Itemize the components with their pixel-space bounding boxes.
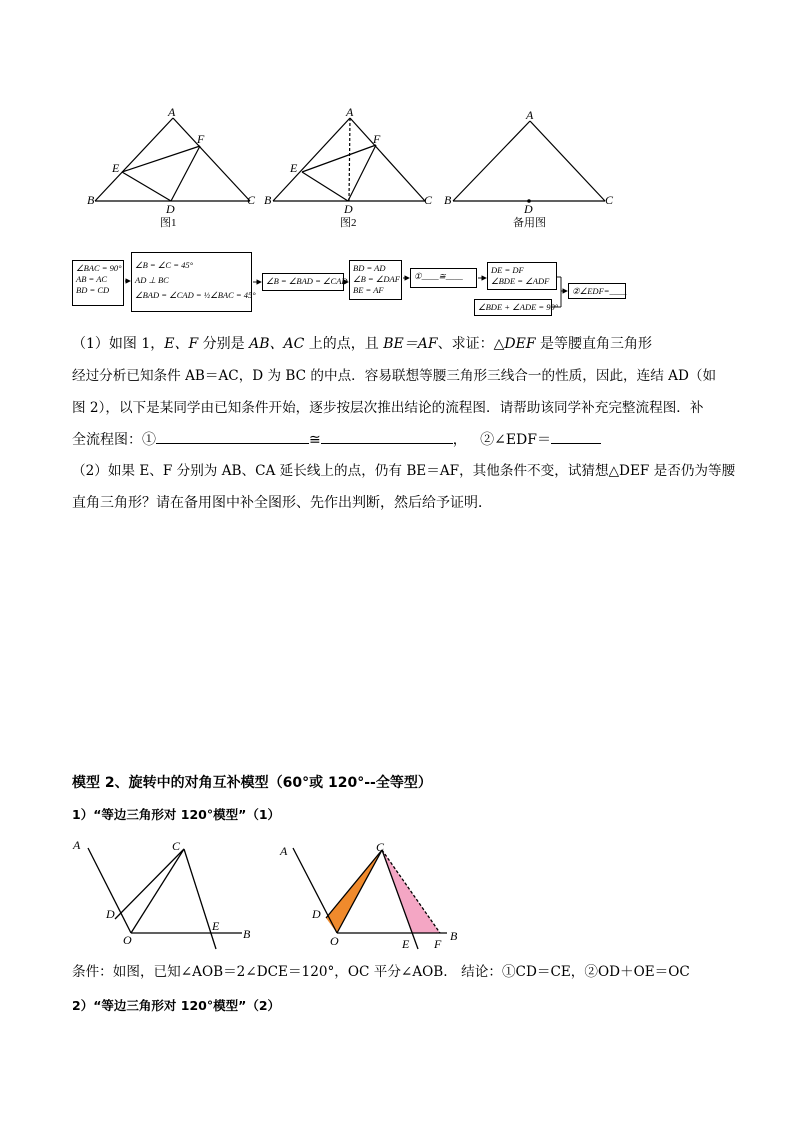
- m2-left-label-A: A: [73, 838, 81, 852]
- flow-box-2-line-2: AD ⊥ BC: [135, 275, 169, 285]
- q1-line-3: 图 2），以下是某同学由已知条件开始，逐步按层次推出结论的流程图．请帮助该同学补充完整流程图．补: [72, 400, 704, 416]
- fig1-caption: 图1: [160, 217, 177, 229]
- flow-box-1-line-2: AB = AC: [76, 274, 108, 284]
- q1-line-1-part-g: 、求证：△: [437, 336, 505, 352]
- m2-right-label-F: F: [434, 937, 442, 951]
- q2-line-1: （2）如果 E、F 分别为 AB、CA 延长线上的点，仍有 BE＝AF，其他条件不变，试猜想△DEF 是否仍为等腰: [72, 463, 736, 479]
- flow-box-6-line-2: ∠BDE = ∠ADF: [491, 276, 550, 286]
- figure-3: [453, 121, 605, 201]
- q1-line-4-part2: ②∠EDF＝: [480, 432, 551, 448]
- model2-condition: 条件：如图，已知∠AOB＝2∠DCE＝120°，OC 平分∠AOB. 结论：①CD＝CE，②OD＋OE＝OC: [72, 964, 690, 980]
- fig3-label-C: C: [605, 193, 614, 207]
- figure-2: [273, 118, 425, 201]
- m2-right-label-B: B: [450, 929, 458, 943]
- model2-figure-left: [88, 848, 242, 949]
- flow-box-1-line-1: ∠BAC = 90°: [76, 263, 122, 273]
- m2-right-label-O: O: [330, 934, 339, 948]
- m2-right-label-E: E: [402, 937, 410, 951]
- answer-blank-1a[interactable]: [156, 429, 309, 444]
- fig2-caption: 图2: [340, 217, 357, 229]
- m2-left-label-E: E: [212, 919, 220, 933]
- fig2-label-D: D: [344, 202, 353, 216]
- flow-box-4-line-1: BD = AD: [353, 263, 386, 273]
- q1-line-1-part-f: BE＝AF: [383, 336, 438, 352]
- fig1-label-F: F: [197, 132, 205, 146]
- q1-line-1-part-e: 上的点，且: [304, 336, 384, 352]
- figure-1: [95, 118, 250, 201]
- m2-right-label-D: D: [312, 907, 321, 921]
- model2-figure-right: [293, 848, 447, 949]
- q1-line-1-part-d: AB、AC: [249, 336, 305, 352]
- q1-line-4-comma: ，: [452, 432, 467, 448]
- model2-sub-1: 1）“等边三角形对 120°模型”（1）: [72, 807, 281, 822]
- fig2-label-B: B: [264, 193, 272, 207]
- m2-right-label-A: A: [280, 844, 288, 858]
- congruent-symbol: ≅: [309, 432, 321, 448]
- m2-left-label-O: O: [123, 933, 132, 947]
- fig1-label-A: A: [168, 105, 176, 119]
- q1-line-1-part-i: 是等腰直角三角形: [535, 336, 652, 352]
- flow-box-4-line-3: BE = AF: [353, 285, 384, 295]
- m2-left-label-B: B: [243, 927, 251, 941]
- q1-line-1-part-h: DEF: [504, 336, 536, 352]
- q1-line-1: [72, 334, 652, 354]
- flow-box-6-line-1: DE = DF: [491, 265, 524, 275]
- flow-box-2-line-3: ∠BAD = ∠CAD = ½∠BAC = 45°: [135, 290, 256, 300]
- flow-box-5-line-1: ①____≅____: [414, 271, 463, 281]
- model2-sub-2: 2）“等边三角形对 120°模型”（2）: [72, 998, 281, 1013]
- model2-heading: 模型 2、旋转中的对角互补模型（60°或 120°--全等型）: [72, 775, 432, 791]
- fig2-label-F: F: [373, 132, 381, 146]
- flow-box-8-line-1: ②∠EDF=____: [572, 286, 627, 296]
- answer-blank-2[interactable]: [551, 429, 601, 444]
- orange-triangle: [326, 850, 382, 933]
- m2-left-label-C: C: [172, 839, 181, 853]
- model2-figures: [70, 826, 490, 951]
- q1-line-1-part-a: （1）如图 1，: [72, 336, 165, 352]
- flow-arrows: [70, 250, 640, 325]
- flow-box-2-line-1: ∠B = ∠C = 45°: [135, 260, 193, 270]
- q2-line-2: 直角三角形？请在备用图中补全图形、先作出判断，然后给予证明．: [72, 495, 492, 511]
- fig3-caption: 备用图: [513, 217, 546, 229]
- q1-line-4-prefix: 全流程图：①: [72, 432, 156, 448]
- flow-box-1-line-3: BD = CD: [76, 285, 110, 295]
- fig2-label-E: E: [290, 161, 298, 175]
- fig3-label-B: B: [444, 193, 452, 207]
- top-figures: [80, 100, 720, 235]
- fig2-label-C: C: [424, 193, 433, 207]
- fig1-label-B: B: [87, 193, 95, 207]
- fig1-label-C: C: [247, 193, 256, 207]
- fig3-label-D: D: [524, 202, 533, 216]
- answer-blank-1b[interactable]: [321, 429, 453, 444]
- fig2-label-A: A: [346, 105, 354, 119]
- q1-line-1-part-b: E、F: [164, 336, 199, 352]
- flow-box-7-line-1: ∠BDE + ∠ADE = 90°: [478, 302, 559, 312]
- fig1-label-D: D: [166, 202, 175, 216]
- q1-line-4: [72, 429, 601, 450]
- fig3-label-A: A: [526, 108, 534, 122]
- fig1-label-E: E: [112, 161, 120, 175]
- flow-box-3-line-1: ∠B = ∠BAD = ∠CAD: [266, 276, 348, 286]
- m2-right-label-C: C: [376, 840, 385, 854]
- q1-line-2: 经过分析已知条件 AB＝AC，D 为 BC 的中点．容易联想等腰三角形三线合一的性质，因此，连结 AD（如: [72, 368, 717, 384]
- m2-left-label-D: D: [106, 907, 115, 921]
- q1-line-1-part-c: 分别是: [198, 336, 250, 352]
- flow-box-4-line-2: ∠B = ∠DAF: [353, 274, 400, 284]
